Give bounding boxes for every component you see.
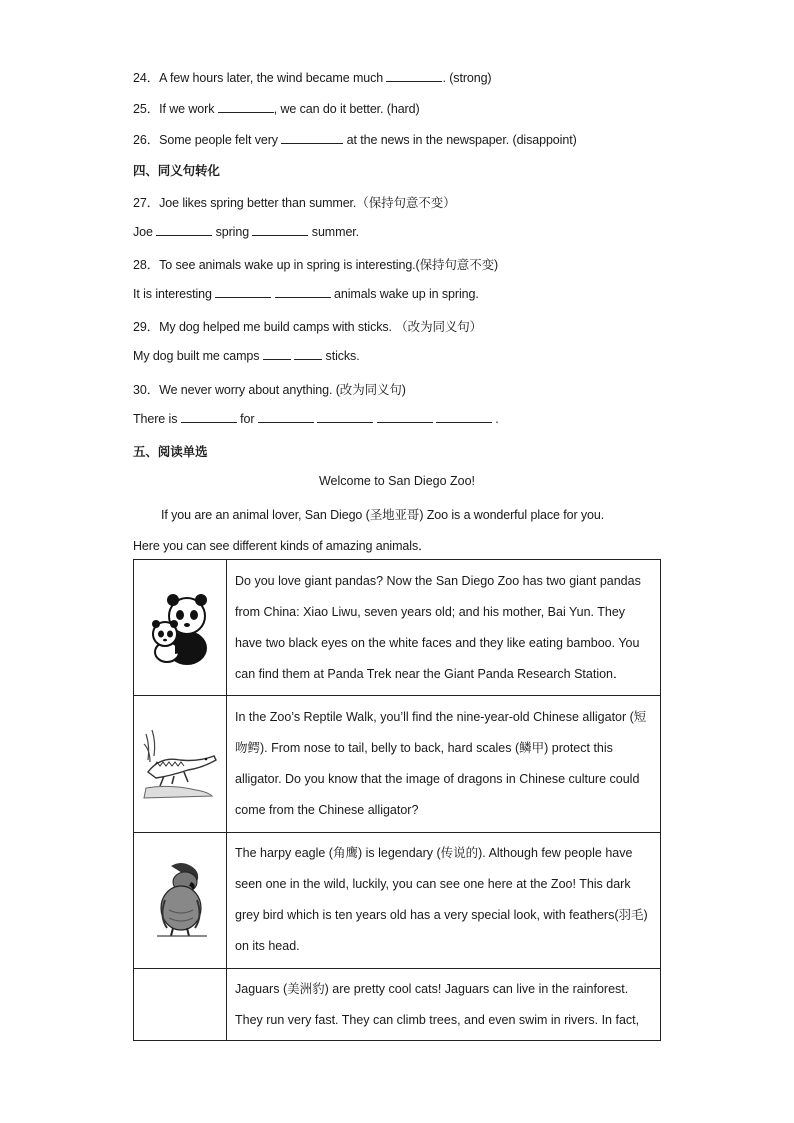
- section-4-title: 四、同义句转化: [133, 164, 220, 178]
- answer-blank[interactable]: [252, 224, 308, 236]
- section-5-title: 五、阅读单选: [133, 445, 208, 459]
- answer-blank[interactable]: [156, 224, 212, 236]
- alligator-image-cell: [134, 696, 227, 832]
- question-29-prompt: 29．My dog helped me build camps with sticks. （改为同义句）: [133, 320, 483, 334]
- jaguar-image-cell: [134, 968, 227, 1040]
- answer-blank[interactable]: [436, 411, 492, 423]
- answer-blank[interactable]: [181, 411, 237, 423]
- answer-blank[interactable]: [377, 411, 433, 423]
- table-row: [134, 560, 661, 696]
- panda-description: Do you love giant pandas? Now the San Diego Zoo has two giant pandas from China: Xiao Liwu, seven years old; and his mother, Bai Yun. They have two black eyes on the white faces and they like eating bamboo. You can find them at Panda Trek near the Giant Panda Research Station．: [227, 560, 661, 696]
- alligator-description: In the Zoo’s Reptile Walk, you’ll find the nine-year-old Chinese alligator (短吻鳄). From nose to tail, belly to back, hard scales (鳞甲) protect this alligator. Do you know that the image of dragons in Chinese culture could come from the Chinese alligator?: [227, 696, 661, 832]
- table-row: [134, 832, 661, 968]
- question-24: 24．A few hours later, the wind became much . (strong): [133, 71, 492, 85]
- passage-intro-line-1: If you are an animal lover, San Diego (圣地亚哥) Zoo is a wonderful place for you.: [161, 508, 605, 522]
- question-30-prompt: 30．We never worry about anything. (改为同义句): [133, 383, 406, 397]
- question-27-prompt: 27．Joe likes spring better than summer.（保持句意不变）: [133, 196, 456, 210]
- question-27-answer: Joe spring summer.: [133, 225, 360, 239]
- answer-blank[interactable]: [218, 101, 274, 113]
- passage-intro-line-2: Here you can see different kinds of amazing animals．: [133, 539, 431, 553]
- panda-image-cell: [134, 560, 227, 696]
- passage-title: Welcome to San Diego Zoo!: [318, 474, 476, 488]
- question-28-answer: It is interesting animals wake up in spring.: [133, 287, 479, 301]
- answer-blank[interactable]: [294, 348, 322, 360]
- jaguar-description: Jaguars (美洲豹) are pretty cool cats! Jaguars can live in the rainforest. They run very fast. They can climb trees, and even swim in rivers. In fact,: [227, 968, 661, 1040]
- animal-table: [133, 559, 661, 1041]
- question-26: 26．Some people felt very at the news in the newspaper. (disappoint): [133, 133, 577, 147]
- answer-blank[interactable]: [258, 411, 314, 423]
- question-30-answer: There is for .: [133, 412, 499, 426]
- eagle-description: The harpy eagle (角鹰) is legendary (传说的). Although few people have seen one in the wild, luckily, you can see one here at the Zoo! This dark grey bird which is ten years old has a very special look, with feathers(羽毛) on its head.: [227, 832, 661, 968]
- answer-blank[interactable]: [317, 411, 373, 423]
- answer-blank[interactable]: [275, 286, 331, 298]
- table-row: [134, 696, 661, 832]
- answer-blank[interactable]: [386, 70, 442, 82]
- alligator-icon: [140, 726, 220, 802]
- question-29-answer: My dog built me camps sticks.: [133, 349, 360, 363]
- answer-blank[interactable]: [263, 348, 291, 360]
- panda-icon: [147, 588, 213, 668]
- answer-blank[interactable]: [215, 286, 271, 298]
- eagle-image-cell: [134, 832, 227, 968]
- question-28-prompt: 28．To see animals wake up in spring is interesting.(保持句意不变): [133, 258, 499, 272]
- table-row: [134, 968, 661, 1040]
- answer-blank[interactable]: [281, 132, 343, 144]
- question-25: 25．If we work , we can do it better. (hard): [133, 102, 420, 116]
- eagle-icon: [147, 860, 213, 940]
